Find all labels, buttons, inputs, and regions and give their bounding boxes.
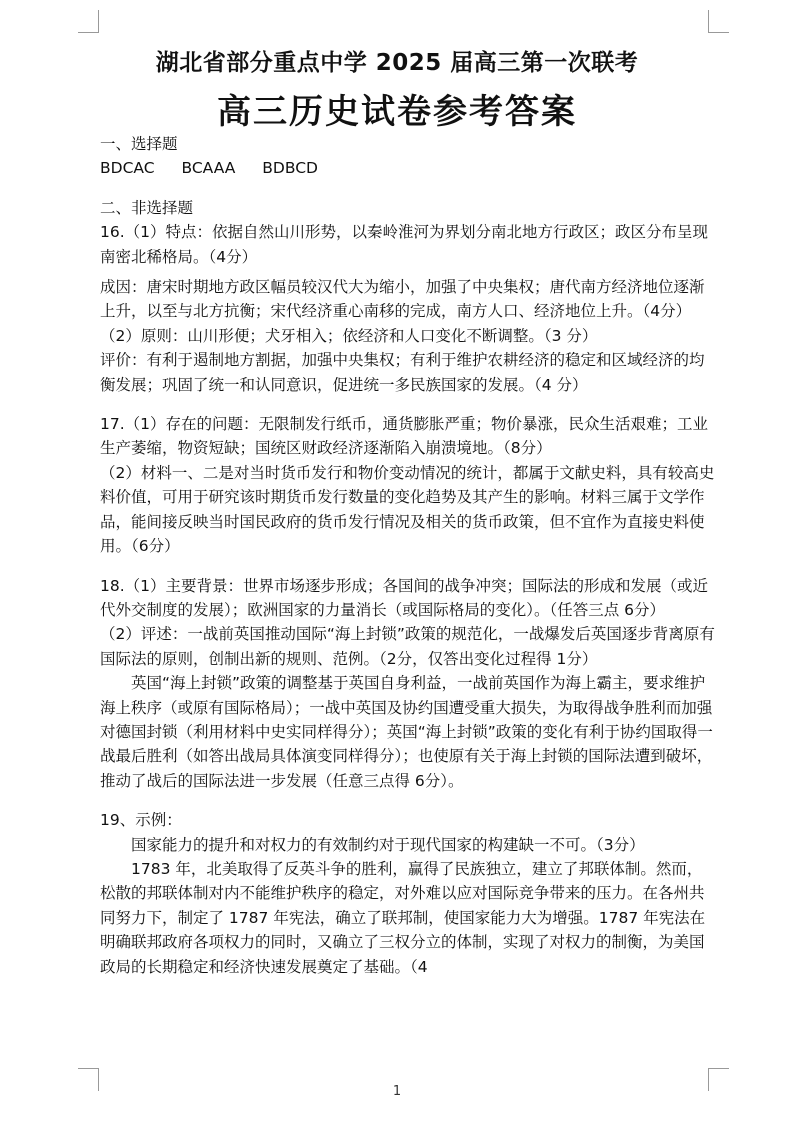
choice-answers: [100, 156, 715, 180]
q16-reasons: 成因：唐宋时期地方政区幅员较汉代大为缩小，加强了中央集权；唐代南方经济地位逐渐上升，以至与北方抗衡；宋代经济重心南移的完成，南方人口、经济地位上升。（4分）: [100, 278, 705, 321]
answer-group-3: BDBCD: [262, 159, 318, 178]
q18-part2: （2）评述：一战前英国推动国际“海上封锁”政策的规范化，一战爆发后英国逐步背离原有国际法的原则，创制出新的规则、范例。（2分，仅答出变化过程得 1分）: [100, 625, 715, 668]
answer-key-title: 高三历史试卷参考答案: [217, 92, 577, 132]
answer-content: [100, 132, 715, 979]
q17-part1: 17.（1）存在的问题：无限制发行纸币，通货膨胀严重；物价暴涨，民众生活艰难；工业生产萎缩，物资短缺；国统区财政经济逐渐陷入崩溃境地。（8分）: [100, 415, 709, 458]
crop-mark-top-left: [78, 10, 99, 33]
q18-analysis: 英国“海上封锁”政策的调整基于英国自身利益，一战前英国作为海上霸主，要求维护海上秩序（或原有国际格局）；一战中英国及协约国遭受重大损失，为取得战争胜利而加强对德国封锁（利用材料中史实同样得分）；英国“海上封锁”政策的变化有利于协约国取得一战最后胜利（如答出战局具体演变同样得分）；也使原有关于海上封锁的国际法遭到破坏，推动了战后的国际法进一步发展（任意三点得 6分）。: [100, 674, 713, 790]
q18-part1: 18.（1）主要背景：世界市场逐步形成；各国间的战争冲突；国际法的形成和发展（或近代外交制度的发展）；欧洲国家的力量消长（或国际格局的变化）。（任答三点 6分）: [100, 576, 709, 619]
crop-mark-top-right: [708, 10, 729, 33]
q19-thesis: 国家能力的提升和对权力的有效制约对于现代国家的构建缺一不可。（3分）: [131, 835, 645, 854]
page-number: 1: [392, 1084, 402, 1099]
q19-heading: 19、示例：: [100, 811, 182, 830]
q16-part1: 16.（1）特点：依据自然山川形势，以秦岭淮河为界划分南北地方行政区；政区分布呈现南密北稀格局。（4分）: [100, 223, 709, 266]
answer-group-1: BDCAC: [100, 159, 155, 178]
section-heading-choice: 一、选择题: [100, 135, 178, 153]
exam-title: 湖北省部分重点中学 2025 届高三第一次联考: [155, 50, 639, 76]
answer-group-2: BCAAA: [181, 159, 236, 178]
q16-evaluation: 评价：有利于遏制地方割据，加强中央集权；有利于维护农耕经济的稳定和区域经济的均衡发展；巩固了统一和认同意识，促进统一多民族国家的发展。（4 分）: [100, 351, 705, 394]
q17-part2: （2）材料一、二是对当时货币发行和物价变动情况的统计，都属于文献史料，具有较高史料价值，可用于研究该时期货币发行数量的变化趋势及其产生的影响。材料三属于文学作品，能间接反映当时国民政府的货币发行情况及相关的货币政策，但不宜作为直接史料使用。（6分）: [100, 463, 715, 556]
section-heading-nonchoice: 二、非选择题: [100, 198, 194, 217]
q19-body: 1783 年，北美取得了反英斗争的胜利，赢得了民族独立，建立了邦联体制。然而，松散的邦联体制对内不能维护秩序的稳定，对外难以应对国际竞争带来的压力。在各州共同努力下，制定了 1787 年宪法，确立了联邦制，使国家能力大为增强。1787 年宪法在明确联邦政府各项权力的同时，又确立了三权分立的体制，实现了对权力的制衡，为美国政局的长期稳定和经济快速发展奠定了基础。（4: [100, 859, 706, 976]
q16-part2: （2）原则：山川形便；犬牙相入；依经济和人口变化不断调整。（3 分）: [100, 326, 598, 345]
